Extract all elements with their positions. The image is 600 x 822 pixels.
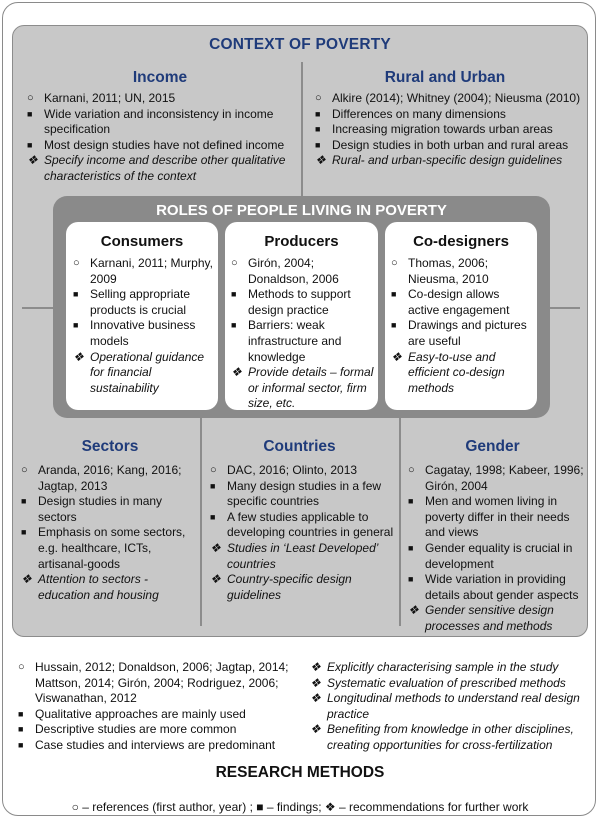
recommendation-bullet-icon: ❖ (210, 540, 221, 555)
gender-title: Gender (465, 438, 520, 455)
list-item (391, 287, 534, 318)
finding-bullet-icon: ■ (18, 739, 24, 750)
list-item-text: Design studies in many sectors (38, 494, 163, 524)
list-item (27, 107, 292, 138)
list-item (27, 91, 292, 107)
gender-list (408, 463, 586, 635)
list-item-text: A few studies applicable to developing countries in general (227, 509, 394, 540)
list-item-text: Karnani, 2011; UN, 2015 (44, 91, 176, 105)
recommendation-bullet-icon: ❖ (310, 660, 321, 674)
list-item (21, 494, 198, 525)
finding-bullet-icon: ■ (21, 527, 27, 538)
list-item-text: Studies in ‘Least Developed’ countries (227, 540, 378, 571)
sectors-list (21, 463, 198, 603)
list-item-text: Differences on many dimensions (332, 106, 506, 121)
list-item (18, 738, 303, 754)
list-item-text: Increasing migration towards urban areas (332, 122, 553, 137)
finding-bullet-icon: ■ (231, 289, 237, 300)
list-item-text: Longitudinal methods to understand real design practice (327, 691, 580, 721)
finding-bullet-icon: ■ (315, 108, 321, 119)
list-item (408, 494, 586, 541)
reference-bullet-icon: ○ (18, 661, 25, 673)
list-item-text: DAC, 2016; Olinto, 2013 (227, 463, 358, 477)
list-item (210, 572, 396, 603)
list-item (18, 707, 303, 723)
list-item-text: Emphasis on some sectors, e.g. healthcare, ICTs, artisanal-goods (38, 525, 186, 571)
finding-bullet-icon: ■ (21, 496, 27, 507)
recommendation-bullet-icon: ❖ (310, 722, 321, 737)
list-item (21, 463, 198, 494)
finding-bullet-icon: ■ (391, 320, 397, 331)
list-item-text: Aranda, 2016; Kang, 2016; Jagtap, 2013 (38, 463, 182, 493)
list-item (310, 691, 588, 722)
income-list (27, 91, 292, 185)
list-item-text: Girón, 2004; Donaldson, 2006 (248, 256, 339, 286)
list-item-text: Benefiting from knowledge in other disciplines, creating opportunities for cross-fertilization (327, 722, 574, 752)
list-item-text: Co-design allows active engagement (408, 287, 510, 317)
finding-bullet-icon: ■ (18, 724, 24, 735)
list-item (315, 122, 587, 138)
list-item (408, 463, 586, 494)
list-item (231, 318, 375, 365)
countries-title: Countries (263, 438, 336, 455)
list-item-text: Easy-to-use and efficient co-design methods (408, 349, 505, 395)
list-item (210, 479, 396, 510)
finding-bullet-icon: ■ (27, 139, 33, 150)
rural-urban-title: Rural and Urban (384, 69, 506, 86)
recommendation-bullet-icon: ❖ (27, 153, 38, 168)
list-item (408, 603, 586, 634)
reference-bullet-icon: ○ (21, 464, 28, 476)
list-item-text: Systematic evaluation of prescribed methods (327, 675, 566, 690)
list-item (210, 510, 396, 541)
income-title: Income (132, 69, 188, 86)
list-item-text: Attention to sectors - education and housing (38, 572, 159, 602)
finding-bullet-icon: ■ (315, 124, 321, 135)
list-item-text: Many design studies in a few specific countries (227, 478, 382, 509)
list-item-text: Selling appropriate products is crucial (90, 287, 191, 317)
list-item-text: Innovative business models (90, 318, 196, 348)
list-item (73, 287, 215, 318)
list-item-text: Thomas, 2006; Nieusma, 2010 (408, 256, 489, 286)
list-item (27, 153, 292, 184)
codesigners-title: Co-designers (413, 233, 509, 250)
recommendation-bullet-icon: ❖ (21, 572, 32, 587)
list-item-text: Country-specific design guidelines (227, 572, 352, 602)
list-item-text: Design studies in both urban and rural areas (332, 137, 569, 152)
list-item-text: Rural- and urban-specific design guidelines (332, 153, 563, 168)
finding-bullet-icon: ■ (73, 289, 79, 300)
list-item (391, 318, 534, 349)
list-item-text: Wide variation and inconsistency in income specification (44, 106, 274, 137)
list-item (315, 153, 587, 169)
list-item-text: Qualitative approaches are mainly used (35, 706, 246, 721)
list-item-text: Hussain, 2012; Donaldson, 2006; Jagtap, 2014; Mattson, 2014; Girón, 2004; Rodriguez, 2006; Viswanathan, 2012 (35, 660, 289, 706)
list-item-text: Case studies and interviews are predominant (35, 737, 276, 752)
finding-bullet-icon: ■ (408, 496, 414, 507)
list-item (73, 318, 215, 349)
rural-urban-list (315, 91, 587, 169)
recommendation-bullet-icon: ❖ (310, 691, 321, 706)
list-item (408, 541, 586, 572)
producers-title: Producers (264, 233, 339, 250)
reference-bullet-icon: ○ (391, 257, 398, 269)
recommendation-bullet-icon: ❖ (310, 675, 321, 690)
reference-bullet-icon: ○ (408, 464, 415, 476)
reference-bullet-icon: ○ (231, 257, 238, 269)
divider-top (301, 62, 303, 196)
list-item-text: Wide variation in providing details about gender aspects (425, 572, 579, 602)
list-item (310, 660, 588, 676)
list-item (21, 572, 198, 603)
list-item-text: Drawings and pictures are useful (408, 318, 527, 348)
list-item-text: Alkire (2014); Whitney (2004); Nieusma (2010) (332, 91, 581, 105)
list-item (391, 350, 534, 397)
list-item (315, 107, 587, 123)
finding-bullet-icon: ■ (18, 708, 24, 719)
list-item-text: Gender sensitive design processes and methods (425, 603, 554, 633)
sectors-title: Sectors (81, 438, 139, 455)
list-item-text: Men and women living in poverty differ in their needs and views (425, 494, 570, 540)
list-item-text: Most design studies have not defined income (44, 137, 285, 152)
codesigners-list (391, 256, 534, 396)
finding-bullet-icon: ■ (73, 320, 79, 331)
reference-bullet-icon: ○ (210, 464, 217, 476)
recommendation-bullet-icon: ❖ (73, 349, 84, 364)
list-item (231, 287, 375, 318)
list-item (27, 138, 292, 154)
consumers-title: Consumers (100, 233, 184, 250)
research-recommendations-list (310, 660, 588, 754)
list-item-text: Provide details – formal or informal sector, firm size, etc. (248, 365, 374, 411)
legend: ○ – references (first author, year) ; ■ – findings; ❖ – recommendations for further work (71, 800, 529, 814)
list-item-text: Operational guidance for financial sustainability (90, 349, 205, 395)
divider-mid-left (22, 307, 53, 309)
finding-bullet-icon: ■ (210, 511, 216, 522)
finding-bullet-icon: ■ (210, 480, 216, 491)
finding-bullet-icon: ■ (408, 574, 414, 585)
list-item (315, 138, 587, 154)
roles-title: ROLES OF PEOPLE LIVING IN POVERTY (156, 202, 447, 219)
list-item (408, 572, 586, 603)
finding-bullet-icon: ■ (391, 289, 397, 300)
list-item (73, 256, 215, 287)
reference-bullet-icon: ○ (27, 92, 34, 104)
reference-bullet-icon: ○ (315, 92, 322, 104)
list-item (310, 722, 588, 753)
finding-bullet-icon: ■ (315, 139, 321, 150)
list-item (18, 722, 303, 738)
reference-bullet-icon: ○ (73, 257, 80, 269)
recommendation-bullet-icon: ❖ (408, 603, 419, 618)
list-item (18, 660, 303, 707)
list-item (210, 463, 396, 479)
research-methods-title: RESEARCH METHODS (215, 764, 385, 781)
list-item-text: Cagatay, 1998; Kabeer, 1996; Girón, 2004 (425, 463, 584, 493)
finding-bullet-icon: ■ (408, 542, 414, 553)
list-item (210, 541, 396, 572)
list-item-text: Karnani, 2011; Murphy, 2009 (90, 256, 213, 286)
list-item (310, 676, 588, 692)
consumers-list (73, 256, 215, 396)
list-item (21, 525, 198, 572)
list-item-text: Explicitly characterising sample in the study (327, 660, 559, 674)
recommendation-bullet-icon: ❖ (231, 365, 242, 380)
finding-bullet-icon: ■ (27, 108, 33, 119)
list-item (231, 365, 375, 412)
list-item-text: Descriptive studies are more common (35, 722, 237, 737)
countries-list (210, 463, 396, 603)
research-findings-list (18, 660, 303, 754)
list-item-text: Barriers: weak infrastructure and knowledge (248, 318, 342, 364)
list-item (315, 91, 587, 107)
recommendation-bullet-icon: ❖ (315, 153, 326, 168)
producers-list (231, 256, 375, 412)
list-item (73, 350, 215, 397)
context-title: CONTEXT OF POVERTY (209, 36, 391, 53)
list-item (231, 256, 375, 287)
recommendation-bullet-icon: ❖ (391, 349, 402, 364)
list-item-text: Specify income and describe other qualitative characteristics of the context (44, 153, 286, 183)
divider-mid-right (550, 307, 580, 309)
list-item (391, 256, 534, 287)
list-item-text: Methods to support design practice (248, 287, 351, 317)
recommendation-bullet-icon: ❖ (210, 572, 221, 587)
list-item-text: Gender equality is crucial in development (425, 540, 573, 571)
finding-bullet-icon: ■ (231, 320, 237, 331)
